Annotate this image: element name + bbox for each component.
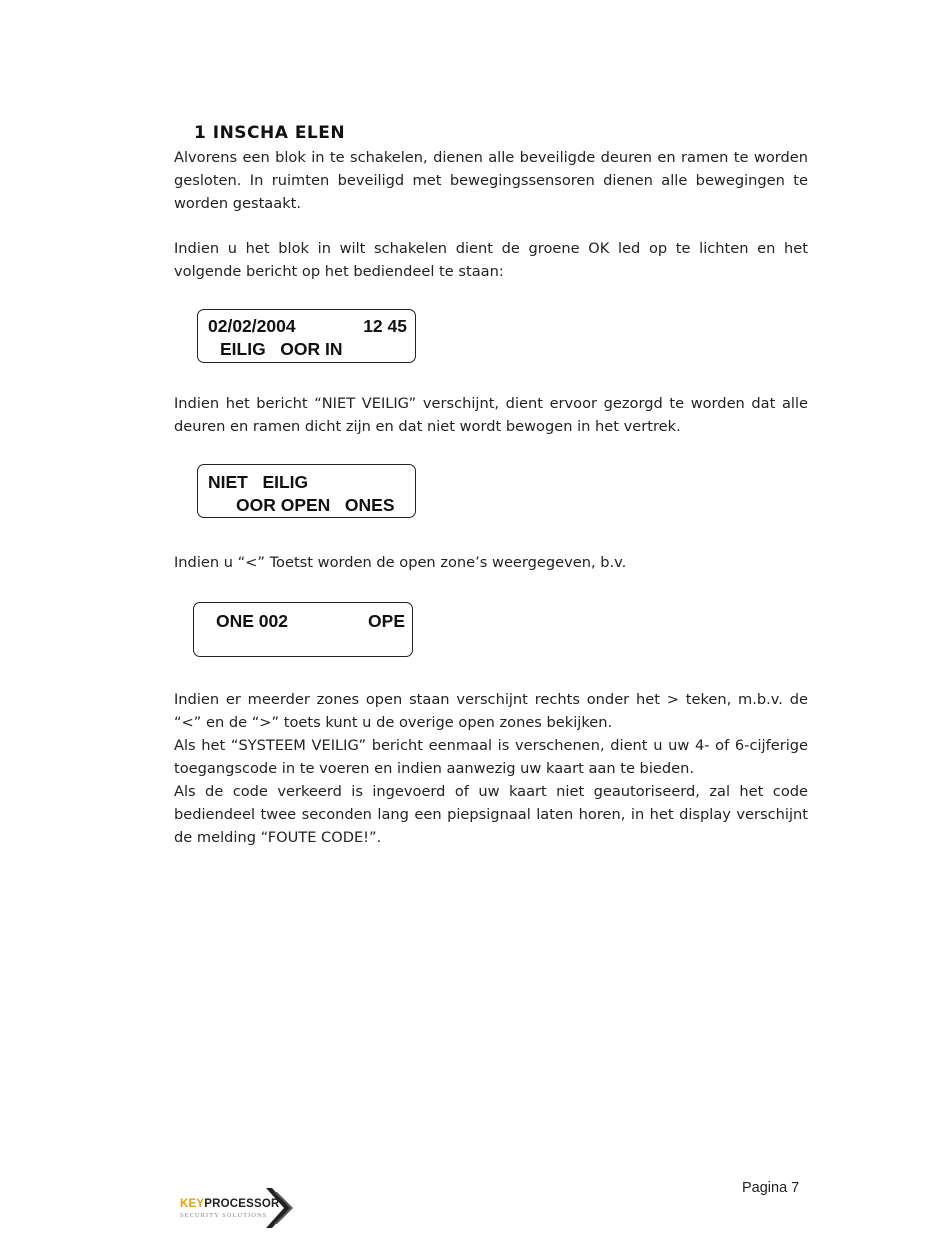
lcd-line-2: OOR OPEN ONES [236, 495, 395, 515]
access-code-paragraph: Als het “SYSTEEM VEILIG” bericht eenmaal is verschenen, dient u uw 4- of 6-cijferige toegangscode in te voeren en indien aanwezig uw kaart aan te bieden. [174, 737, 808, 777]
lcd-display-not-safe [197, 464, 416, 518]
wrong-code-paragraph: Als de code verkeerd is ingevoerd of uw kaart niet geautoriseerd, zal het code bediendeel twee seconden lang een piepsignaal laten horen, in het display verschijnt de melding “FOUTE CODE!”. [174, 783, 808, 846]
lcd-zone-number: ONE 002 [216, 611, 288, 631]
lcd-display-armed [197, 309, 416, 363]
lcd-display-open-zone [193, 602, 413, 657]
lcd-time: 12 45 [363, 316, 407, 336]
logo-key-text: KEY [180, 1198, 205, 1210]
open-zones-paragraph: Indien u “<” Toetst worden de open zone’s weergegeven, b.v. [174, 554, 627, 571]
section-heading: 1 INSCHA ELEN [194, 123, 346, 143]
ok-led-paragraph: Indien u het blok in wilt schakelen dient de groene OK led op te lichten en het volgende bericht op het bediendeel te staan: [174, 240, 808, 280]
page-number: Pagina 7 [742, 1180, 800, 1196]
lcd-date: 02/02/2004 [208, 316, 296, 336]
lcd-status-line: EILIG OOR IN [220, 339, 343, 359]
multiple-zones-paragraph: Indien er meerder zones open staan verschijnt rechts onder het > teken, m.b.v. de “<” en de “>” toets kunt u de overige open zones bekijken. [174, 691, 808, 731]
logo-arrow-icon [260, 1186, 300, 1234]
niet-veilig-paragraph: Indien het bericht “NIET VEILIG” verschijnt, dient ervoor gezorgd te worden dat alle deuren en ramen dicht zijn en dat niet wordt bewogen in het vertrek. [174, 395, 808, 435]
lcd-zone-state: OPE [368, 611, 405, 631]
logo-subtitle: SECURITY SOLUTIONS [180, 1212, 268, 1219]
logo-processor-text: PROCESSOR [204, 1198, 280, 1210]
intro-paragraph: Alvorens een blok in te schakelen, dienen alle beveiligde deuren en ramen te worden gesloten. In ruimten beveiligd met bewegingssensoren dienen alle bewegingen te worden gestaakt. [174, 149, 808, 212]
lcd-line-1: NIET EILIG [208, 472, 309, 492]
keyprocessor-logo [176, 1186, 306, 1234]
